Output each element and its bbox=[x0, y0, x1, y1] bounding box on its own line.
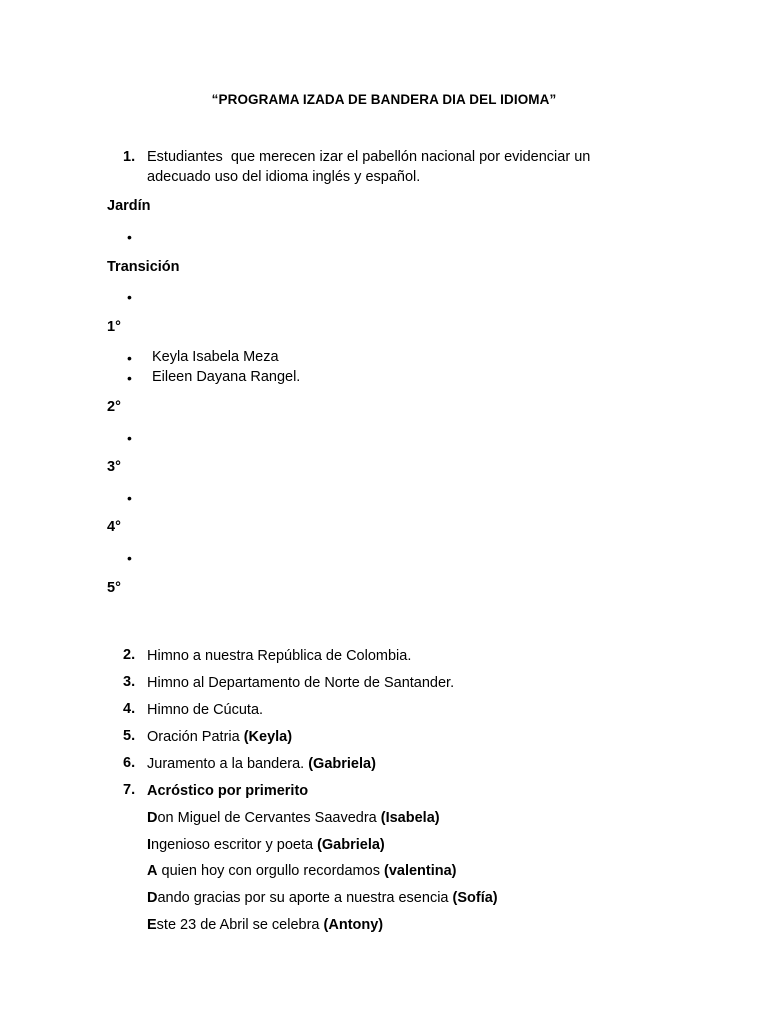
program-item-number: 2. bbox=[123, 647, 136, 663]
grade-heading-5: 5° bbox=[107, 580, 121, 596]
acrostic-text: ngenioso escritor y poeta bbox=[151, 837, 318, 853]
program-item-text bbox=[147, 700, 263, 720]
student-name: Keyla Isabela Meza bbox=[152, 349, 279, 365]
grade-heading-transicion: Transición bbox=[107, 259, 180, 275]
program-item-number: 4. bbox=[123, 701, 136, 717]
program-item-text bbox=[147, 781, 308, 801]
program-item-performer: (Keyla) bbox=[243, 729, 293, 745]
acrostic-text: ste 23 de Abril se celebra bbox=[156, 917, 324, 933]
item-1-number: 1. bbox=[123, 149, 136, 165]
acrostic-initial: A bbox=[147, 863, 158, 879]
grade-heading-2: 2° bbox=[107, 399, 121, 415]
bullet-empty: • bbox=[127, 430, 132, 446]
program-item-label: Oración Patria bbox=[147, 729, 244, 745]
acrostic-text: quien hoy con orgullo recordamos bbox=[157, 863, 384, 879]
program-item-label: Himno de Cúcuta. bbox=[147, 702, 264, 718]
item-1-line-1: Estudiantes que merecen izar el pabellón nacional por evidenciar un bbox=[147, 149, 591, 165]
program-item-text bbox=[147, 673, 454, 693]
student-name: Eileen Dayana Rangel. bbox=[152, 369, 301, 385]
item-1-text bbox=[147, 147, 590, 187]
acrostic-performer: (Isabela) bbox=[380, 810, 440, 826]
program-item-number: 3. bbox=[123, 674, 136, 690]
acrostic-line bbox=[147, 861, 457, 881]
program-item-number: 5. bbox=[123, 728, 136, 744]
acrostic-initial: I bbox=[147, 837, 152, 853]
bullet: • bbox=[127, 350, 132, 366]
program-item-number: 6. bbox=[123, 755, 136, 771]
document-title: “PROGRAMA IZADA DE BANDERA DIA DEL IDIOMA” bbox=[211, 92, 557, 107]
acrostic-performer: (valentina) bbox=[383, 863, 457, 879]
acrostic-performer: (Antony) bbox=[323, 917, 384, 933]
program-item-heading: Acróstico por primerito bbox=[147, 783, 309, 799]
acrostic-line bbox=[147, 888, 498, 908]
bullet: • bbox=[127, 370, 132, 386]
acrostic-line bbox=[147, 915, 383, 935]
acrostic-initial: D bbox=[147, 810, 158, 826]
program-item-performer: (Gabriela) bbox=[308, 756, 376, 772]
bullet-empty: • bbox=[127, 289, 132, 305]
acrostic-initial: D bbox=[147, 890, 158, 906]
acrostic-line bbox=[147, 835, 385, 855]
acrostic-performer: (Sofía) bbox=[452, 890, 498, 906]
acrostic-line bbox=[147, 808, 440, 828]
item-1-line-2: adecuado uso del idioma inglés y español. bbox=[147, 169, 421, 185]
grade-heading-1: 1° bbox=[107, 319, 121, 335]
acrostic-text: ando gracias por su aporte a nuestra esencia bbox=[157, 890, 453, 906]
program-item-label: Himno al Departamento de Norte de Santander. bbox=[147, 675, 455, 691]
program-item-label: Himno a nuestra República de Colombia. bbox=[147, 648, 412, 664]
bullet-empty: • bbox=[127, 229, 132, 245]
program-item-text bbox=[147, 646, 411, 666]
acrostic-initial: E bbox=[147, 917, 157, 933]
acrostic-text: on Miguel de Cervantes Saavedra bbox=[157, 810, 381, 826]
grade-heading-jardin: Jardín bbox=[107, 198, 151, 214]
bullet-empty: • bbox=[127, 490, 132, 506]
grade-heading-3: 3° bbox=[107, 459, 121, 475]
grade-heading-4: 4° bbox=[107, 519, 121, 535]
program-item-number: 7. bbox=[123, 782, 136, 798]
bullet-empty: • bbox=[127, 550, 132, 566]
acrostic-performer: (Gabriela) bbox=[317, 837, 385, 853]
program-item-text bbox=[147, 754, 376, 774]
program-item-label: Juramento a la bandera. bbox=[147, 756, 309, 772]
program-item-text bbox=[147, 727, 292, 747]
